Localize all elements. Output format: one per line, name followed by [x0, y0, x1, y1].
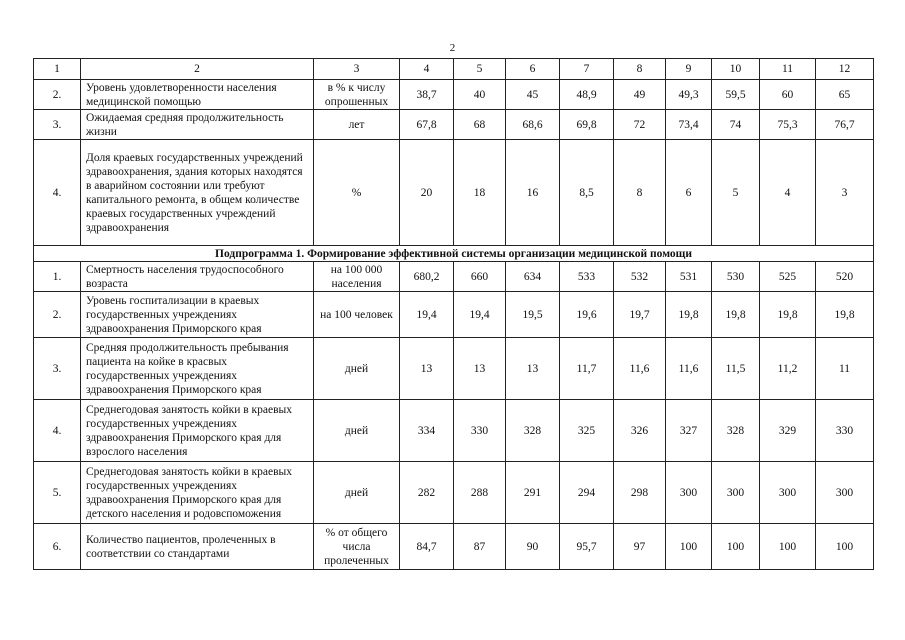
header-cell: 8 [614, 59, 666, 80]
value-cell: 282 [400, 462, 454, 524]
table-row [34, 338, 874, 400]
header-cell: 11 [760, 59, 816, 80]
value-cell: 334 [400, 400, 454, 462]
value-cell: 3 [816, 140, 874, 246]
value-cell: 100 [816, 524, 874, 570]
indicator-name: Уровень удовлетворенности населения медицинской помощью [81, 80, 314, 110]
value-cell: 533 [560, 262, 614, 292]
value-cell: 13 [454, 338, 506, 400]
table-row [34, 524, 874, 570]
value-cell: 19,8 [816, 292, 874, 338]
value-cell: 11 [816, 338, 874, 400]
indicator-name: Смертность населения трудоспособного возраста [81, 262, 314, 292]
value-cell: 19,4 [400, 292, 454, 338]
value-cell: 87 [454, 524, 506, 570]
value-cell: 72 [614, 110, 666, 140]
value-cell: 8 [614, 140, 666, 246]
header-cell: 1 [34, 59, 81, 80]
value-cell: 40 [454, 80, 506, 110]
row-number: 2. [34, 292, 81, 338]
value-cell: 45 [506, 80, 560, 110]
value-cell: 326 [614, 400, 666, 462]
value-cell: 300 [760, 462, 816, 524]
value-cell: 6 [666, 140, 712, 246]
value-cell: 97 [614, 524, 666, 570]
value-cell: 530 [712, 262, 760, 292]
value-cell: 73,4 [666, 110, 712, 140]
row-number: 4. [34, 400, 81, 462]
value-cell: 19,5 [506, 292, 560, 338]
value-cell: 11,2 [760, 338, 816, 400]
table-row [34, 140, 874, 246]
value-cell: 298 [614, 462, 666, 524]
value-cell: 100 [760, 524, 816, 570]
table-row [34, 262, 874, 292]
header-cell: 5 [454, 59, 506, 80]
header-cell: 6 [506, 59, 560, 80]
value-cell: 11,5 [712, 338, 760, 400]
unit-cell: дней [314, 338, 400, 400]
indicator-name: Среднегодовая занятость койки в краевых государственных учреждениях здравоохранения Приморского края для детского населения и родовспоможения [81, 462, 314, 524]
header-cell: 2 [81, 59, 314, 80]
indicator-name: Ожидаемая средняя продолжительность жизни [81, 110, 314, 140]
value-cell: 660 [454, 262, 506, 292]
value-cell: 328 [712, 400, 760, 462]
value-cell: 531 [666, 262, 712, 292]
table-row [34, 110, 874, 140]
value-cell: 60 [760, 80, 816, 110]
value-cell: 76,7 [816, 110, 874, 140]
value-cell: 291 [506, 462, 560, 524]
value-cell: 325 [560, 400, 614, 462]
value-cell: 84,7 [400, 524, 454, 570]
row-number: 3. [34, 338, 81, 400]
value-cell: 74 [712, 110, 760, 140]
table-row [34, 400, 874, 462]
value-cell: 330 [816, 400, 874, 462]
value-cell: 19,6 [560, 292, 614, 338]
header-cell: 7 [560, 59, 614, 80]
header-cell: 3 [314, 59, 400, 80]
row-number: 4. [34, 140, 81, 246]
value-cell: 90 [506, 524, 560, 570]
header-cell: 9 [666, 59, 712, 80]
value-cell: 19,8 [760, 292, 816, 338]
value-cell: 5 [712, 140, 760, 246]
value-cell: 59,5 [712, 80, 760, 110]
value-cell: 19,7 [614, 292, 666, 338]
value-cell: 19,4 [454, 292, 506, 338]
value-cell: 330 [454, 400, 506, 462]
page-number: 2 [449, 42, 456, 54]
indicators-table [33, 58, 874, 570]
value-cell: 11,6 [666, 338, 712, 400]
unit-cell: на 100 человек [314, 292, 400, 338]
value-cell: 49 [614, 80, 666, 110]
value-cell: 68,6 [506, 110, 560, 140]
value-cell: 300 [666, 462, 712, 524]
row-number: 6. [34, 524, 81, 570]
value-cell: 48,9 [560, 80, 614, 110]
value-cell: 634 [506, 262, 560, 292]
unit-cell: дней [314, 462, 400, 524]
value-cell: 11,7 [560, 338, 614, 400]
row-number: 3. [34, 110, 81, 140]
row-number: 5. [34, 462, 81, 524]
value-cell: 328 [506, 400, 560, 462]
subprogram-row [34, 246, 874, 262]
table-row [34, 462, 874, 524]
indicator-name: Уровень госпитализации в краевых государственных учреждениях здравоохранения Приморского края [81, 292, 314, 338]
row-number: 1. [34, 262, 81, 292]
value-cell: 8,5 [560, 140, 614, 246]
value-cell: 68 [454, 110, 506, 140]
table-row [34, 292, 874, 338]
value-cell: 300 [816, 462, 874, 524]
value-cell: 38,7 [400, 80, 454, 110]
header-cell: 4 [400, 59, 454, 80]
value-cell: 20 [400, 140, 454, 246]
value-cell: 294 [560, 462, 614, 524]
indicator-name: Средняя продолжительность пребывания пациента на койке в красвых государственных учреждениях здравоохранения Приморского края [81, 338, 314, 400]
value-cell: 4 [760, 140, 816, 246]
indicator-name: Доля краевых государственных учреждений здравоохранения, здания которых находятся в аварийном состоянии или требуют капитального ремонта, в общем количестве краевых государственных учреждений здравоохранения [81, 140, 314, 246]
value-cell: 329 [760, 400, 816, 462]
unit-cell: лет [314, 110, 400, 140]
value-cell: 49,3 [666, 80, 712, 110]
value-cell: 19,8 [712, 292, 760, 338]
value-cell: 520 [816, 262, 874, 292]
indicator-name: Количество пациентов, пролеченных в соответствии со стандартами [81, 524, 314, 570]
value-cell: 65 [816, 80, 874, 110]
value-cell: 75,3 [760, 110, 816, 140]
table-row [34, 80, 874, 110]
unit-cell: дней [314, 400, 400, 462]
value-cell: 532 [614, 262, 666, 292]
subprogram-title: Подпрограмма 1. Формирование эффективной системы организации медицинской помощи [34, 246, 874, 262]
value-cell: 13 [400, 338, 454, 400]
unit-cell: на 100 000 населения [314, 262, 400, 292]
value-cell: 680,2 [400, 262, 454, 292]
header-cell: 10 [712, 59, 760, 80]
value-cell: 69,8 [560, 110, 614, 140]
unit-cell: в % к числу опрошенных [314, 80, 400, 110]
table-header-row [34, 59, 874, 80]
value-cell: 100 [666, 524, 712, 570]
unit-cell: % от общего числа пролеченных [314, 524, 400, 570]
value-cell: 18 [454, 140, 506, 246]
value-cell: 11,6 [614, 338, 666, 400]
header-cell: 12 [816, 59, 874, 80]
value-cell: 300 [712, 462, 760, 524]
value-cell: 525 [760, 262, 816, 292]
indicator-name: Среднегодовая занятость койки в краевых государственных учреждениях здравоохранения Приморского края для взрослого населения [81, 400, 314, 462]
value-cell: 13 [506, 338, 560, 400]
value-cell: 16 [506, 140, 560, 246]
value-cell: 100 [712, 524, 760, 570]
value-cell: 19,8 [666, 292, 712, 338]
unit-cell: % [314, 140, 400, 246]
row-number: 2. [34, 80, 81, 110]
value-cell: 95,7 [560, 524, 614, 570]
value-cell: 327 [666, 400, 712, 462]
value-cell: 288 [454, 462, 506, 524]
value-cell: 67,8 [400, 110, 454, 140]
